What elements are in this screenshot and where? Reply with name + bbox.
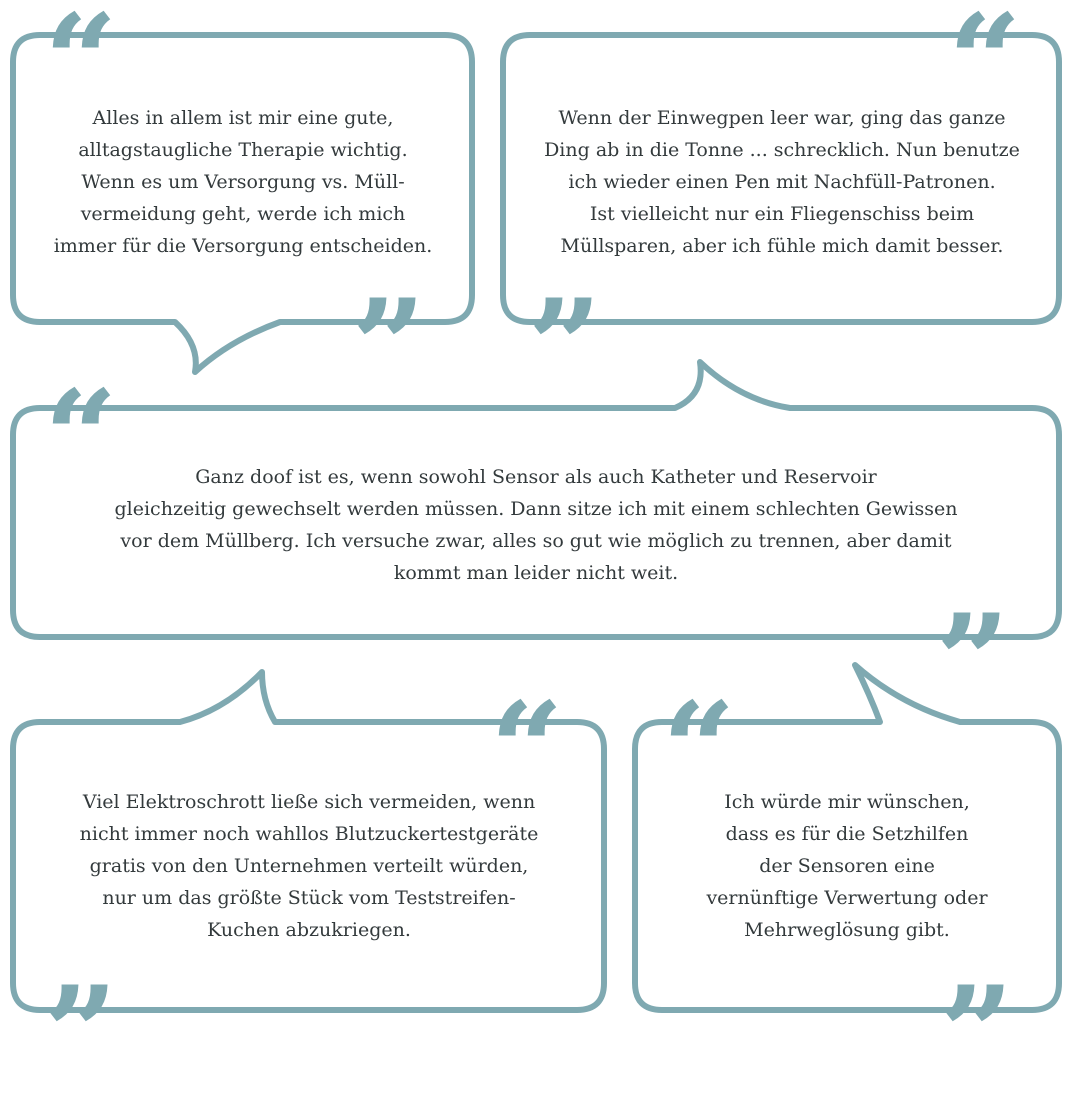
open-quote-icon: “	[44, 363, 118, 513]
quote-text-4: Viel Elektroschrott ließe sich vermeiden, wenn nicht immer noch wahllos Blutzuckertestgeräte gratis von den Unternehmen verteilt würden, nur um das größte Stück vom Teststreifen- Kuchen abzukriegen.	[79, 791, 539, 941]
open-quote-icon: “	[662, 675, 736, 825]
quote-text-3: Ganz doof ist es, wenn sowohl Sensor als auch Katheter und Reservoir gleichzeitig gewechselt werden müssen. Dann sitze ich mit einem schlechten Gewissen vor dem Müllberg. Ich versuche zwar, alles so gut wie möglich zu trennen, aber damit kommt man leider nicht weit.	[114, 466, 958, 584]
close-quote-icon: ”	[44, 959, 118, 1109]
quote-text-1: Alles in allem ist mir eine gute, alltagstaugliche Therapie wichtig. Wenn es um Versorgung vs. Müll- vermeidung geht, werde ich mich immer für die Versorgung entscheiden.	[53, 107, 433, 257]
close-quote-icon: ”	[940, 959, 1014, 1109]
close-quote-icon: ”	[936, 587, 1010, 737]
close-quote-icon: ”	[528, 272, 602, 422]
open-quote-icon: “	[490, 675, 564, 825]
close-quote-icon: ”	[352, 272, 426, 422]
quote-text-5: Ich würde mir wünschen, dass es für die Setzhilfen der Sensoren eine vernünftige Verwertung oder Mehrweglösung gibt.	[706, 791, 988, 941]
quote-text-2: Wenn der Einwegpen leer war, ging das ganze Ding ab in die Tonne ... schrecklich. Nun benutze ich wieder einen Pen mit Nachfüll-Patronen. Ist vielleicht nur ein Fliegenschiss beim Müllsparen, aber ich fühle mich damit besser.	[544, 107, 1020, 257]
